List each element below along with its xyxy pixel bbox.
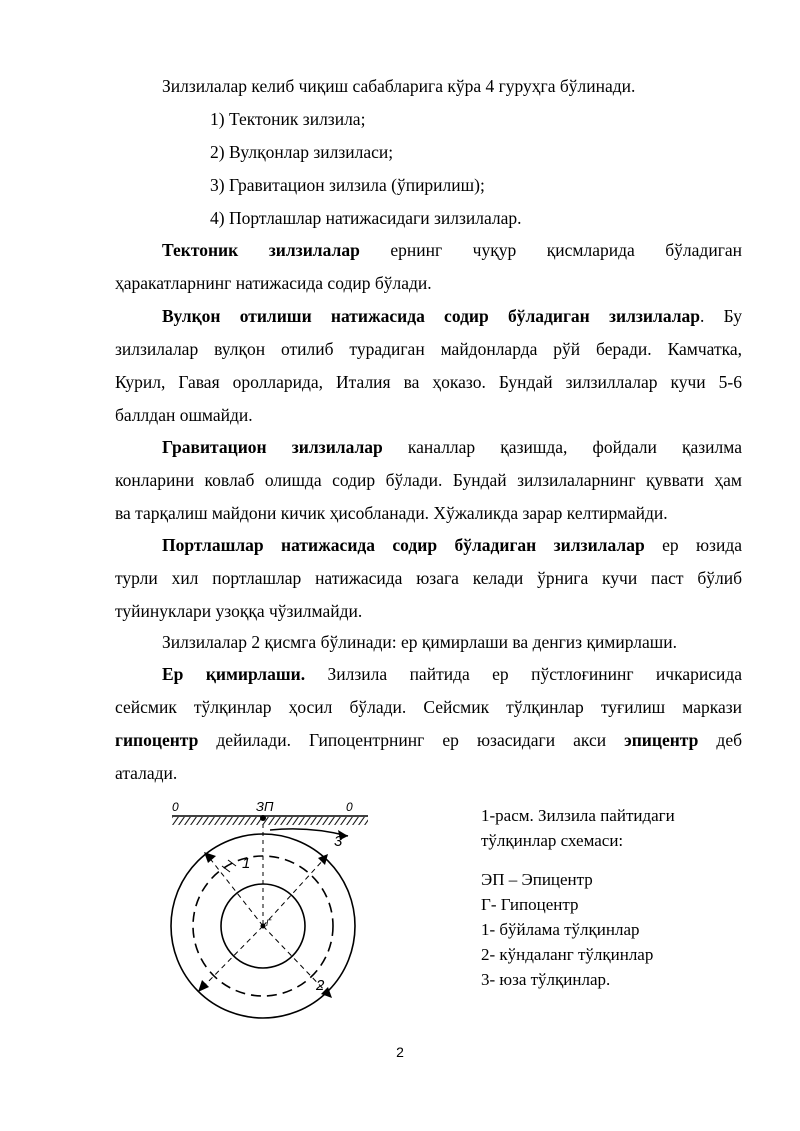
paragraph-gravitational-line1: [162, 435, 742, 459]
intro-line: Зилзилалар келиб чиқиш сабабларига кўра 4 гуруҳга бўлинади.: [162, 76, 636, 96]
paragraph-gravitational-line3: ва тарқалиш майдони кичик ҳисобланади. Хўжаликда зарар келтирмайди.: [115, 503, 668, 523]
paragraph-explosion-line2: турли хил портлашлар натижасида юзага келади ўрнига кучи паст бўлиб: [115, 568, 742, 588]
label-wave-1: 1: [242, 855, 251, 872]
term-epicenter: эпицентр: [624, 730, 699, 750]
label-wave-2: 2: [316, 977, 325, 994]
term-gravitational: Гравитацион зилзилалар: [162, 437, 383, 457]
paragraph-explosion-line3: туйинуклари узоққа чўзилмайди.: [115, 601, 363, 621]
paragraph-tectonic-line2: ҳаракатларнинг натижасида содир бўлади.: [115, 273, 432, 293]
label-wave-3: 3: [334, 833, 343, 850]
paragraph-earthquake-line1: [162, 662, 742, 686]
list-item: 2) Вулқонлар зилзиласи;: [210, 142, 394, 162]
figure-caption-title: 1-расм. Зилзила пайтидаги: [481, 806, 675, 825]
paragraph-volcanic-line3: Курил, Гавая оролларида, Италия ва ҳоказо. Бундай зилзиллалар кучи 5-6: [115, 372, 742, 392]
term-tectonic: Тектоник зилзилалар: [162, 240, 360, 260]
label-zero-right: 0: [346, 800, 353, 814]
term-hypocenter: гипоцентр: [115, 730, 199, 750]
legend-item: 2- кўндаланг тўлқинлар: [481, 945, 654, 964]
epicenter-dot: [260, 815, 266, 821]
list-item: 4) Портлашлар натижасидаги зилзилалар.: [210, 208, 522, 228]
ground-hatching: [172, 817, 368, 825]
label-epicenter: ЗП: [256, 799, 274, 814]
term-volcanic: Вулқон отилиши натижасида содир бўладиган зилзилалар: [162, 306, 701, 326]
term-earthquake: Ер қимирлаши.: [162, 664, 306, 684]
label-hypocenter: Г: [266, 918, 271, 928]
page-number: 2: [396, 1044, 404, 1060]
wave-arrow-up-right: [263, 858, 325, 926]
paragraph-volcanic-line4: баллдан ошмайди.: [115, 405, 253, 425]
arrowhead: [198, 980, 209, 992]
term-explosion: Портлашлар натижасида содир бўладиган зилзилалар: [162, 535, 645, 555]
paragraph-earthquake-line3: [115, 728, 742, 752]
paragraph-volcanic-line1: [162, 304, 742, 328]
paragraph-volcanic-line2: зилзилалар вулқон отилиб турадиган майдонларда рўй беради. Камчатка,: [115, 339, 742, 359]
figure-caption-title: тўлқинлар схемаси:: [481, 831, 624, 850]
arrowhead: [204, 852, 216, 863]
paragraph-explosion-line1: [162, 533, 742, 557]
paragraph-tectonic-line1: [162, 238, 742, 262]
seismic-wave-diagram: [160, 796, 390, 1041]
list-item: 3) Гравитацион зилзила (ўпирилиш);: [210, 175, 485, 195]
text-span: ер юзида: [644, 535, 742, 555]
text-span: . Бу: [700, 306, 742, 326]
legend-item: 3- юза тўлқинлар.: [481, 970, 611, 989]
text-span: ернинг чуқур қисмларида бўладиган: [359, 240, 743, 260]
text-span: деб: [698, 730, 742, 750]
longitudinal-wave-arrow: [208, 856, 263, 926]
paragraph-earthquake-line4: аталади.: [115, 763, 178, 783]
label-zero-left: 0: [172, 800, 179, 814]
legend-item: ЭП – Эпицентр: [481, 870, 593, 889]
paragraph-gravitational-line2: конларини ковлаб олишда содир бўлади. Бундай зилзилаларнинг қуввати ҳам: [115, 470, 742, 490]
list-item: 1) Тектоник зилзила;: [210, 109, 366, 129]
paragraph-types: Зилзилалар 2 қисмга бўлинади: ер қимирлаши ва денгиз қимирлаши.: [162, 632, 677, 652]
legend-item: Г- Гипоцентр: [481, 895, 579, 914]
text-span: Зилзила пайтида ер пўстлоғининг ичкарисида: [305, 664, 743, 684]
wave-arrow-down-left: [202, 926, 263, 988]
legend-item: 1- бўйлама тўлқинлар: [481, 920, 640, 939]
text-span: дейилади. Гипоцентрнинг ер юзасидаги акси: [198, 730, 625, 750]
paragraph-earthquake-line2: сейсмик тўлқинлар ҳосил бўлади. Сейсмик тўлқинлар туғилиш маркази: [115, 697, 742, 717]
text-span: каналлар қазишда, фойдали қазилма: [382, 437, 742, 457]
